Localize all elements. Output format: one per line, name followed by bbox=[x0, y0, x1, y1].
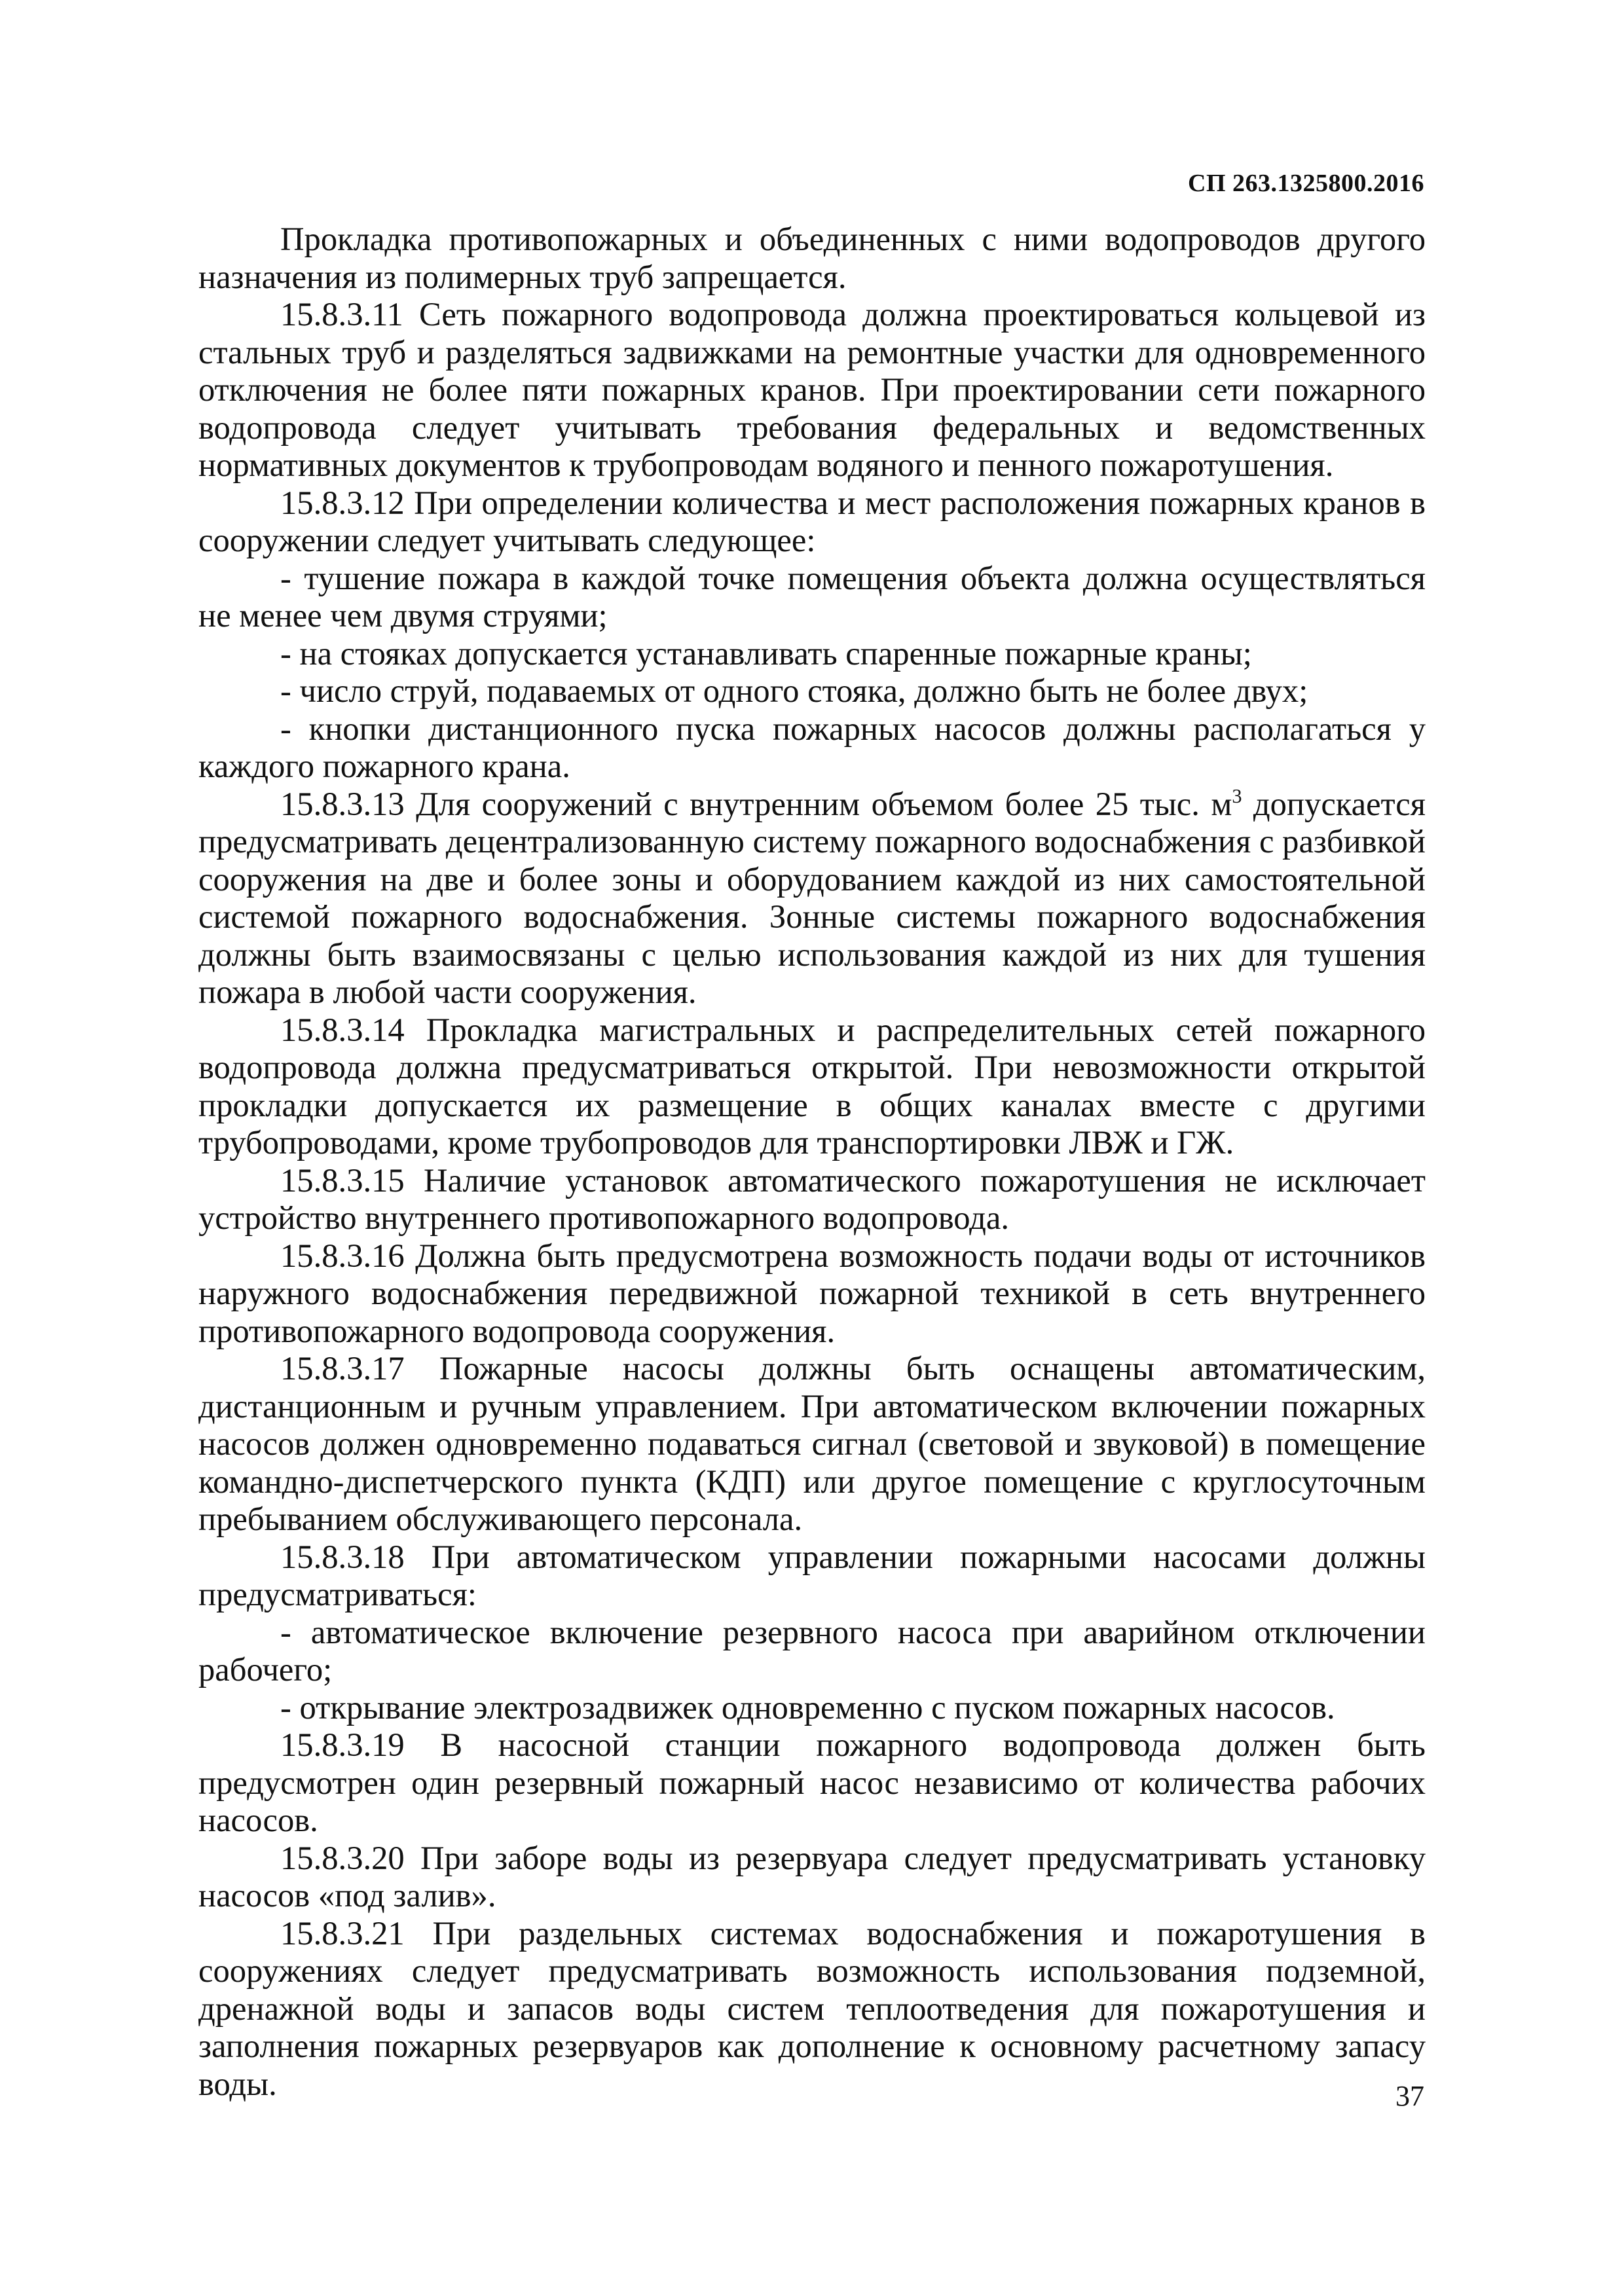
list-item-electric-valves: - открывание электрозадвижек одновременно с пуском пожарных насосов. bbox=[280, 1688, 1335, 1726]
paragraph-polymer-pipes: Прокладка противопожарных и объединенных с ними водопроводов другого назначения из полимерных труб запрещается. bbox=[198, 221, 1426, 295]
paragraph-15-8-3-21: 15.8.3.21 При раздельных системах водоснабжения и пожаротушения в сооружениях следует предусматривать возможность использования подземной, дренажной воды и запасов воды систем теплоотведения для пожаротушения и заполнения пожарных резервуаров как дополнение к основному расчетному запасу воды. bbox=[198, 1914, 1426, 2102]
list-item-standby-pump: - автоматическое включение резервного насоса при аварийном отключении рабочего; bbox=[198, 1613, 1426, 1688]
list-item-jet-count: - число струй, подаваемых от одного стояка, должно быть не более двух; bbox=[280, 672, 1308, 709]
paragraph-15-8-3-13-start: 15.8.3.13 Для сооружений с внутренним объемом более 25 тыс. м bbox=[280, 785, 1232, 822]
list-item-paired-hydrants: - на стояках допускается устанавливать спаренные пожарные краны; bbox=[280, 634, 1252, 672]
paragraph-15-8-3-14: 15.8.3.14 Прокладка магистральных и распределительных сетей пожарного водопровода должна предусматриваться открытой. При невозможности открытой прокладки допускается их размещение в общих каналах вместе с другими трубопроводами, кроме трубопроводов для транспортировки ЛВЖ и ГЖ. bbox=[198, 1011, 1426, 1161]
paragraph-15-8-3-13 bbox=[198, 786, 1426, 1011]
cubic-superscript: 3 bbox=[1232, 785, 1242, 808]
list-item-two-jets: - тушение пожара в каждой точке помещения объекта должна осуществляться не менее чем двумя струями; bbox=[198, 559, 1426, 634]
document-code: СП 263.1325800.2016 bbox=[1188, 170, 1424, 197]
paragraph-15-8-3-18: 15.8.3.18 При автоматическом управлении пожарными насосами должны предусматриваться: bbox=[198, 1538, 1426, 1613]
paragraph-15-8-3-16: 15.8.3.16 Должна быть предусмотрена возможность подачи воды от источников наружного водоснабжения передвижной пожарной техникой в сеть внутреннего противопожарного водопровода сооружения. bbox=[198, 1237, 1426, 1349]
paragraph-15-8-3-13-end: допускается предусматривать децентрализованную систему пожарного водоснабжения с разбивкой сооружения на две и более зоны и оборудованием каждой из них самостоятельной системой пожарного водоснабжения. Зонные системы пожарного водоснабжения должны быть взаимосвязаны с целью использования каждой из них для тушения пожара в любой части сооружения. bbox=[198, 785, 1426, 1010]
page-number: 37 bbox=[1395, 2080, 1424, 2112]
paragraph-15-8-3-19: 15.8.3.19 В насосной станции пожарного водопровода должен быть предусмотрен один резервный пожарный насос независимо от количества рабочих насосов. bbox=[198, 1726, 1426, 1838]
document-body bbox=[198, 221, 1426, 2103]
paragraph-15-8-3-15: 15.8.3.15 Наличие установок автоматического пожаротушения не исключает устройство внутреннего противопожарного водопровода. bbox=[198, 1161, 1426, 1236]
paragraph-15-8-3-20: 15.8.3.20 При заборе воды из резервуара следует предусматривать установку насосов «под залив». bbox=[198, 1839, 1426, 1914]
list-item-remote-start-buttons: - кнопки дистанционного пуска пожарных насосов должны располагаться у каждого пожарного крана. bbox=[198, 710, 1426, 784]
paragraph-15-8-3-12: 15.8.3.12 При определении количества и мест расположения пожарных кранов в сооружении следует учитывать следующее: bbox=[198, 484, 1426, 558]
paragraph-15-8-3-11: 15.8.3.11 Сеть пожарного водопровода должна проектироваться кольцевой из стальных труб и разделяться задвижками на ремонтные участки для одновременного отключения не более пяти пожарных кранов. При проектировании сети пожарного водопровода следует учитывать требования федеральных и ведомственных нормативных документов к трубопроводам водяного и пенного пожаротушения. bbox=[198, 296, 1426, 483]
paragraph-15-8-3-17: 15.8.3.17 Пожарные насосы должны быть оснащены автоматическим, дистанционным и ручным управлением. При автоматическом включении пожарных насосов должен одновременно подаваться сигнал (световой и звуковой) в помещение командно-диспетчерского пункта (КДП) или другое помещение с круглосуточным пребыванием обслуживающего персонала. bbox=[198, 1350, 1426, 1537]
